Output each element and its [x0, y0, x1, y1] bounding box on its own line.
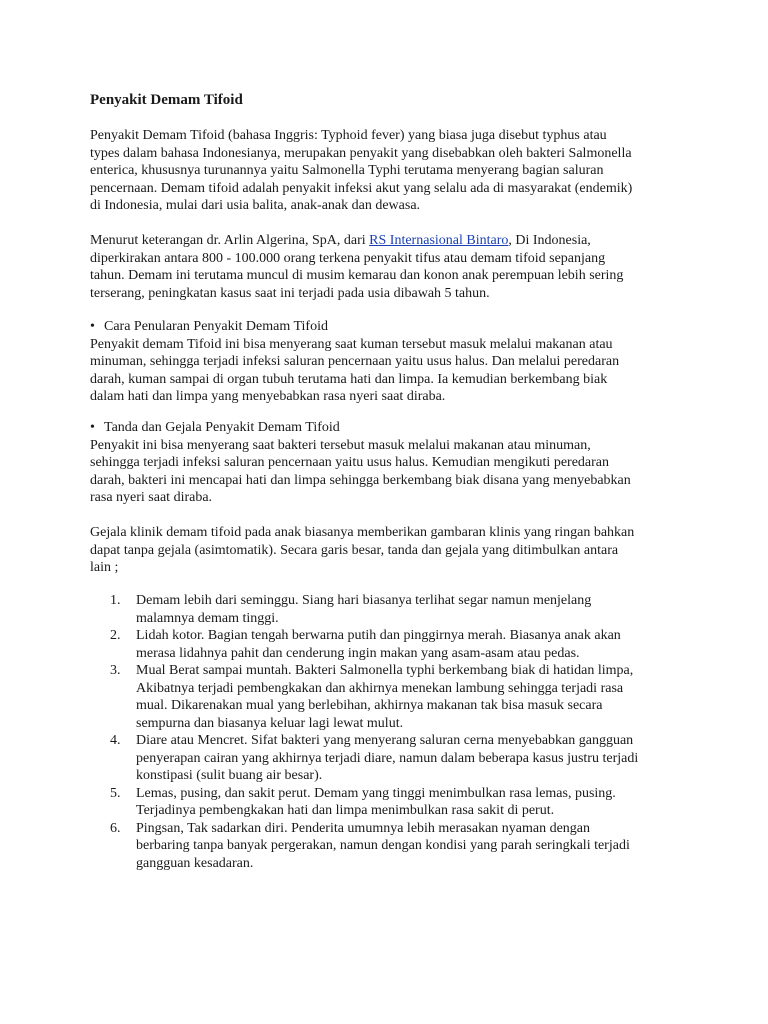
intro-paragraph: [90, 127, 690, 215]
intro-line: Penyakit Demam Tifoid (bahasa Inggris: Typhoid fever) yang biasa juga disebut typhus atau: [90, 128, 607, 143]
source-paragraph: [90, 232, 690, 302]
list-item-line: Demam lebih dari seminggu. Siang hari biasanya terlihat segar namun menjelang: [136, 593, 592, 608]
page-title: Penyakit Demam Tifoid: [90, 92, 243, 108]
bullet-icon: •: [90, 420, 95, 435]
list-item-line: sempurna dan biasanya keluar lagi lewat mulut.: [136, 715, 404, 731]
clinical-line: Gejala klinik demam tifoid pada anak biasanya memberikan gambaran klinis yang ringan bahkan: [90, 525, 635, 540]
list-item: [110, 662, 700, 732]
list-item-line: Akibatnya terjadi pembengkakan dan akhirnya menekan lambung sehingga terjadi rasa: [136, 680, 624, 696]
transmission-section: [90, 318, 690, 406]
list-number: 1.: [110, 593, 121, 608]
clinical-paragraph: [90, 524, 690, 577]
list-item-line: mual. Dikarenakan mual yang berlebihan, akhirnya makanan tak bisa masuk secara: [136, 698, 603, 713]
list-item: [110, 732, 700, 785]
list-item-line: merasa lidahnya pahit dan cenderung ingin makan yang asam-asam atau pedas.: [136, 645, 580, 661]
transmission-heading: [90, 318, 690, 336]
transmission-line: darah, kuman sampai di organ tubuh terutama hati dan limpa. Ia kemudian berkembang biak: [90, 371, 608, 387]
list-item-line: Pingsan, Tak sadarkan diri. Penderita umumnya lebih merasakan nyaman dengan: [136, 820, 591, 836]
symptoms-heading: [90, 419, 690, 437]
transmission-line: minuman, sehingga terjadi infeksi saluran pencernaan yaitu usus halus. Dan melalui peredaran: [90, 354, 620, 369]
transmission-line: Penyakit demam Tifoid ini bisa menyerang saat kuman tersebut masuk melalui makanan atau: [90, 336, 613, 352]
transmission-heading-text: Cara Penularan Penyakit Demam Tifoid: [104, 319, 328, 334]
source-line-suffix: , Di Indonesia,: [508, 233, 591, 248]
intro-line: pencernaan. Demam tifoid adalah penyakit infeksi akut yang selalu ada di masyarakat (endemik): [90, 180, 633, 196]
list-item: [110, 820, 700, 873]
symptom-list: [110, 592, 700, 872]
source-line-prefix: Menurut keterangan dr. Arlin Algerina, SpA, dari: [90, 233, 370, 248]
intro-line: di Indonesia, mulai dari usia balita, anak-anak dan dewasa.: [90, 198, 421, 213]
source-line: diperkirakan antara 800 - 100.000 orang terkena penyakit tifus atau demam tifoid sepanjang: [90, 250, 606, 266]
source-line: [90, 232, 690, 250]
list-item-line: gangguan kesadaran.: [136, 855, 254, 871]
list-number: 3.: [110, 663, 121, 678]
list-item-line: penyerapan cairan yang akhirnya terjadi diare, namun dalam beberapa kasus justru terjadi: [136, 750, 639, 766]
list-item-line: Terjadinya pembengkakan hati dan limpa menimbulkan rasa sakit di perut.: [136, 803, 555, 818]
list-item: [110, 785, 700, 820]
list-item-line: Mual Berat sampai muntah. Bakteri Salmonella typhi berkembang biak di hatidan limpa,: [136, 663, 634, 678]
symptoms-heading-text: Tanda dan Gejala Penyakit Demam Tifoid: [104, 420, 340, 435]
bullet-icon: •: [90, 319, 95, 334]
symptoms-line: sehingga terjadi infeksi saluran pencernaan yaitu usus halus. Kemudian mengikuti peredaran: [90, 455, 609, 470]
intro-line: enterica, khususnya turunannya yaitu Salmonella Typhi terutama menyerang bagian saluran: [90, 163, 604, 178]
source-line: terserang, peningkatan kasus saat ini terjadi pada usia dibawah 5 tahun.: [90, 285, 490, 301]
source-line: tahun. Demam ini terutama muncul di musim kemarau dan konon anak perempuan lebih sering: [90, 268, 624, 283]
list-number: 6.: [110, 820, 121, 836]
list-item: [110, 592, 700, 627]
list-number: 2.: [110, 628, 121, 643]
transmission-line: dalam hati dan limpa yang menyebabkan rasa nyeri saat diraba.: [90, 389, 446, 404]
list-number: 5.: [110, 785, 121, 801]
hospital-link[interactable]: RS Internasional Bintaro: [369, 233, 509, 248]
intro-line: types dalam bahasa Indonesianya, merupakan penyakit yang disebabkan oleh bakteri Salmonella: [90, 145, 632, 161]
list-item-line: Lemas, pusing, dan sakit perut. Demam yang tinggi menimbulkan rasa lemas, pusing.: [136, 785, 616, 801]
list-item-line: malamnya demam tinggi.: [136, 610, 279, 626]
list-number: 4.: [110, 733, 121, 748]
clinical-line: dapat tanpa gejala (asimtomatik). Secara garis besar, tanda dan gejala yang ditimbulkan antara: [90, 542, 619, 558]
list-item-line: Diare atau Mencret. Sifat bakteri yang menyerang saluran cerna menyebabkan gangguan: [136, 733, 634, 748]
clinical-line: lain ;: [90, 560, 119, 575]
symptoms-line: Penyakit ini bisa menyerang saat bakteri tersebut masuk melalui makanan atau minuman,: [90, 437, 591, 453]
list-item: [110, 627, 700, 662]
symptoms-line: darah, bakteri ini mencapai hati dan limpa sehingga berkembang biak disana yang menyebabkan: [90, 472, 631, 488]
list-item-line: berbaring tanpa banyak pergerakan, namun dengan kondisi yang parah seringkali terjadi: [136, 838, 630, 853]
symptoms-section: [90, 419, 690, 507]
symptoms-line: rasa nyeri saat diraba.: [90, 490, 213, 505]
list-item-line: Lidah kotor. Bagian tengah berwarna putih dan pinggirnya merah. Biasanya anak akan: [136, 628, 621, 643]
list-item-line: konstipasi (sulit buang air besar).: [136, 768, 323, 783]
